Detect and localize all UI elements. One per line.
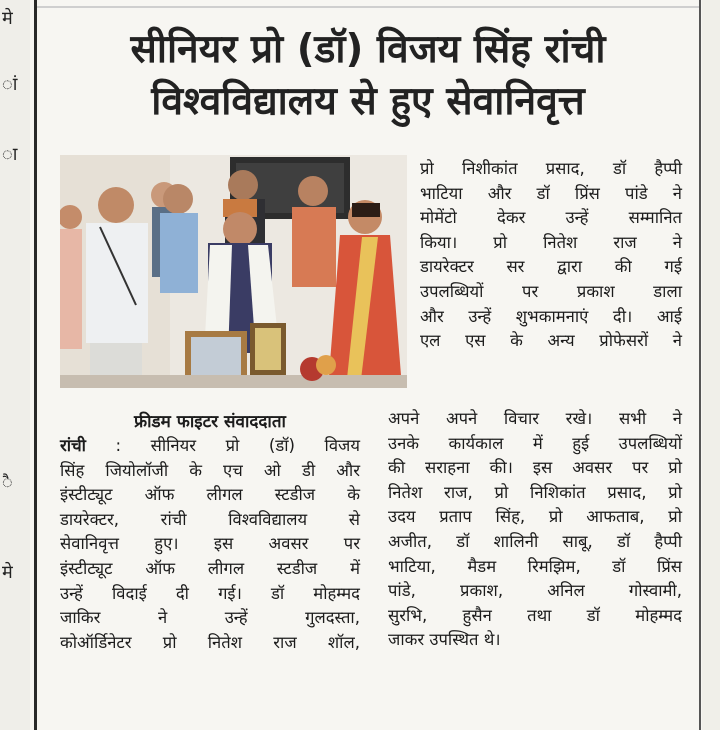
text-line: सिंह जियोलॉजी के एच ओ डी और [60,460,360,480]
text-line: सेवानिवृत्त हुए। इस अवसर पर [60,534,360,554]
text-line: पांडे, प्रकाश, अनिल गोस्वामी, [388,581,682,601]
left-column-rule [34,0,37,730]
text-line: सुरभि, हुसैन तथा डॉ मोहम्मद [388,605,682,625]
article-column-left [60,434,360,655]
top-rule [37,6,699,8]
text-line: नितेश राज, प्रो निशिकांत प्रसाद, प्रो [388,482,682,502]
text-line: उन्हें विदाई दी गई। डॉ मोहम्मद [60,583,360,603]
text-line: डायरेक्टर, रांची विश्वविद्यालय से [60,509,360,529]
dateline: रांची [60,436,86,455]
text-line: और उन्हें शुभकामनाएं दी। आई [420,306,682,326]
right-column-rule [699,0,701,730]
farewell-group-photo [60,155,407,388]
text-line: उपलब्धियों पर प्रकाश डाला [420,281,682,301]
headline-line-2: विश्वविद्यालय से हुए सेवानिवृत्त [151,79,585,124]
byline: फ्रीडम फाइटर संवाददाता [134,412,286,432]
text-line: भाटिया और डॉ प्रिंस पांडे ने [420,183,682,203]
article-column-right-bottom [388,407,682,653]
text-line: डायरेक्टर सर द्वारा की गई [420,257,682,277]
text-line: एल एस के अन्य प्रोफेसरों ने [420,331,682,351]
text-line: उनके कार्यकाल में हुई उपलब्धियों [388,433,682,453]
adjacent-column-fragment-right [702,0,720,730]
headline [40,24,696,128]
text-line: किया। प्रो नितेश राज ने [420,232,682,252]
text-line: इंस्टीट्यूट ऑफ लीगल स्टडीज के [60,485,360,505]
article-column-right-top [420,157,682,354]
text-line: जाकर उपस्थित थे। [388,630,501,650]
text-line: कोऑर्डिनेटर प्रो नितेश राज शॉल, [60,632,360,652]
text-line: अजीत, डॉ शालिनी साबू, डॉ हैप्पी [388,531,682,551]
text-line: : सीनियर प्रो (डॉ) विजय [115,436,360,455]
margin-fragment: मे [2,562,13,583]
text-line: जाकिर ने उन्हें गुलदस्ता, [60,608,360,628]
text-line: अपने अपने विचार रखे। सभी ने [388,409,682,428]
margin-fragment: ै [2,472,13,493]
text-line: मोमेंटो देकर उन्हें सम्मानित [420,208,682,228]
text-line: इंस्टीट्यूट ऑफ लीगल स्टडीज में [60,558,360,578]
news-photo [60,155,407,388]
text-line: भाटिया, मैडम रिमझिम, डॉ प्रिंस [388,556,682,576]
text-line-with-dateline [60,434,360,459]
margin-fragment: ां [2,74,18,95]
text-line: उदय प्रताप सिंह, प्रो आफताब, प्रो [388,507,682,527]
adjacent-column-fragment [0,0,30,730]
text-line: प्रो निशीकांत प्रसाद, डॉ हैप्पी [420,159,682,178]
margin-fragment: ा [2,144,18,165]
headline-line-1: सीनियर प्रो (डॉ) विजय सिंह रांची [130,27,606,72]
text-line: की सराहना की। इस अवसर पर प्रो [388,458,682,478]
margin-fragment: मे [2,8,13,29]
